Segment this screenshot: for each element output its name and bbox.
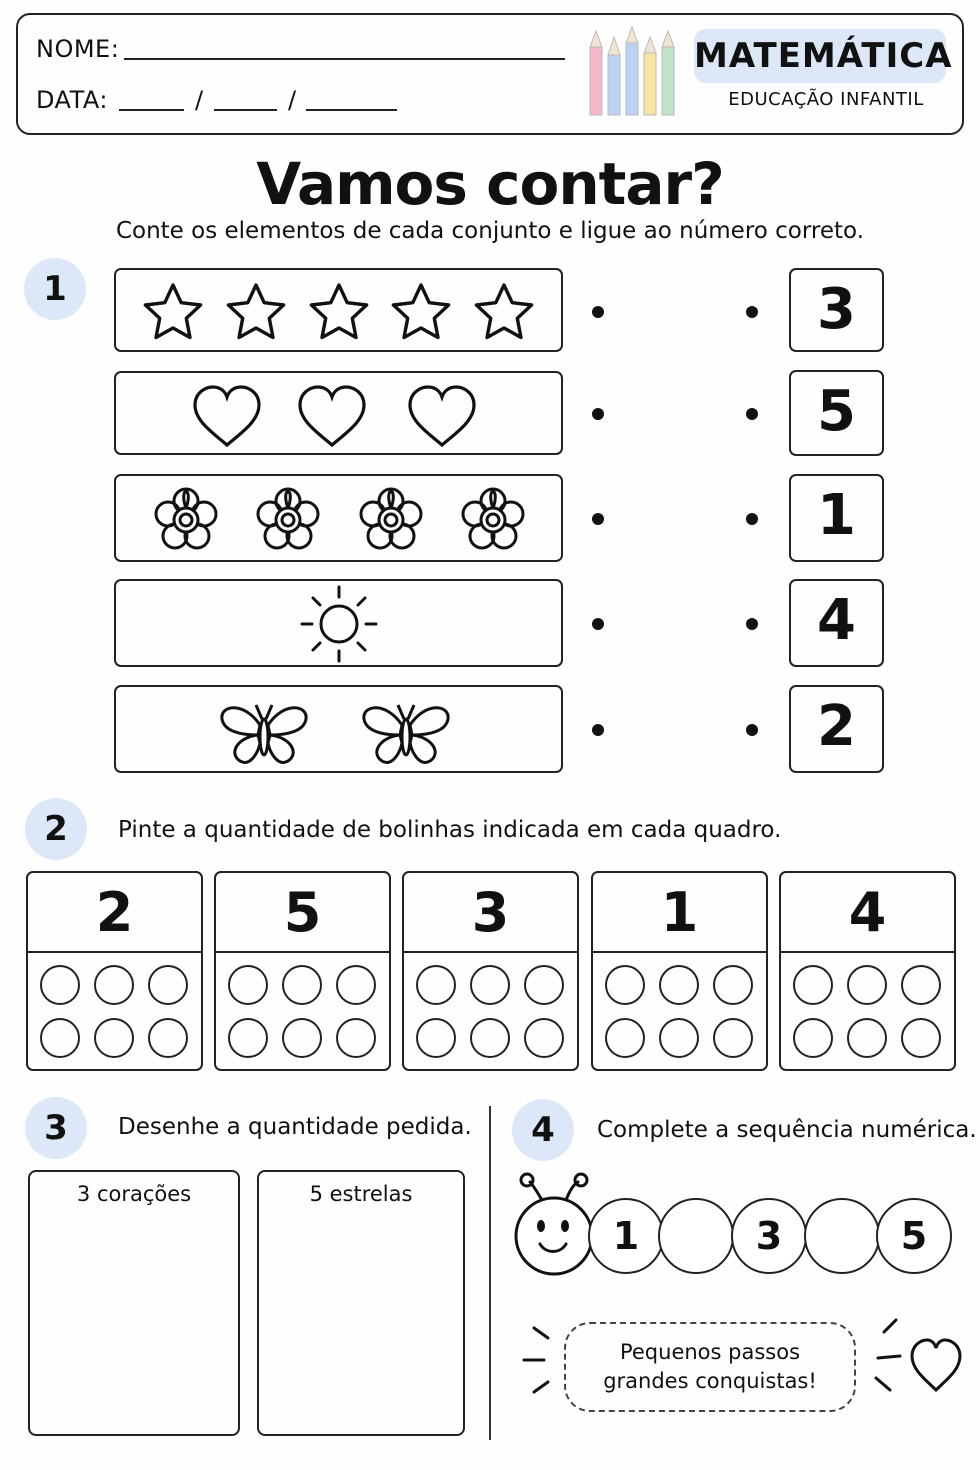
paint-circle[interactable] bbox=[94, 965, 134, 1005]
sun-icon bbox=[302, 587, 376, 661]
set-stars-box bbox=[114, 268, 563, 352]
exercise-3-number: 3 bbox=[25, 1097, 87, 1159]
paint-circle[interactable] bbox=[793, 965, 833, 1005]
page-title: Vamos contar? bbox=[256, 150, 724, 218]
set-flowers-box bbox=[114, 474, 563, 562]
paint-circle[interactable] bbox=[228, 1018, 268, 1058]
card-number: 2 bbox=[28, 873, 201, 953]
butterflies-set bbox=[116, 687, 561, 771]
match-number-box: 2 bbox=[789, 685, 884, 773]
sequence-segment: 5 bbox=[876, 1198, 952, 1274]
exercise-1-number: 1 bbox=[24, 258, 86, 320]
paint-circle[interactable] bbox=[148, 1018, 188, 1058]
match-number-box: 4 bbox=[789, 579, 884, 667]
paint-circle[interactable] bbox=[94, 1018, 134, 1058]
sparkle-lines-left-icon bbox=[518, 1320, 562, 1400]
set-hearts-box bbox=[114, 371, 563, 455]
stars-set bbox=[116, 270, 561, 350]
motto-line-2: grandes conquistas! bbox=[603, 1369, 817, 1393]
paint-circle[interactable] bbox=[470, 1018, 510, 1058]
flower-icon bbox=[156, 489, 216, 548]
heart-icon bbox=[410, 387, 474, 445]
paint-circle[interactable] bbox=[524, 1018, 564, 1058]
left-connector-dot[interactable] bbox=[592, 513, 604, 525]
paint-circle[interactable] bbox=[40, 965, 80, 1005]
left-connector-dot[interactable] bbox=[592, 618, 604, 630]
date-separator: / bbox=[195, 86, 204, 114]
name-label: NOME: bbox=[36, 35, 120, 63]
sun-set bbox=[116, 581, 561, 665]
paint-circle[interactable] bbox=[336, 1018, 376, 1058]
paint-circle[interactable] bbox=[605, 1018, 645, 1058]
set-butterflies-box bbox=[114, 685, 563, 773]
exercise-4-number: 4 bbox=[512, 1099, 574, 1161]
card-number: 1 bbox=[593, 873, 766, 953]
exercise-4-instruction: Complete a sequência numérica. bbox=[597, 1117, 977, 1143]
paint-card bbox=[591, 871, 768, 1071]
star-icon bbox=[311, 285, 366, 338]
exercise-2-number: 2 bbox=[25, 798, 87, 860]
paint-circle[interactable] bbox=[524, 965, 564, 1005]
section-divider bbox=[489, 1106, 491, 1440]
paint-circle[interactable] bbox=[847, 1018, 887, 1058]
paint-circle[interactable] bbox=[416, 965, 456, 1005]
right-connector-dot[interactable] bbox=[746, 306, 758, 318]
sequence-segment: 1 bbox=[588, 1198, 664, 1274]
sparkle-lines-right-icon bbox=[866, 1316, 910, 1396]
paint-circle[interactable] bbox=[148, 965, 188, 1005]
paint-card bbox=[214, 871, 391, 1071]
paint-circle[interactable] bbox=[228, 965, 268, 1005]
sequence-blank-segment[interactable] bbox=[804, 1198, 880, 1274]
flowers-set bbox=[116, 476, 561, 560]
paint-card bbox=[402, 871, 579, 1071]
motto-bubble bbox=[564, 1322, 856, 1412]
subject-badge: MATEMÁTICA bbox=[694, 29, 946, 83]
date-year-field[interactable] bbox=[306, 109, 397, 111]
match-number-box: 3 bbox=[789, 268, 884, 352]
star-icon bbox=[228, 285, 283, 338]
right-connector-dot[interactable] bbox=[746, 724, 758, 736]
star-icon bbox=[145, 285, 200, 338]
sequence-segment: 3 bbox=[731, 1198, 807, 1274]
card-number: 4 bbox=[781, 873, 954, 953]
paint-circle[interactable] bbox=[659, 1018, 699, 1058]
paint-circle[interactable] bbox=[901, 965, 941, 1005]
date-day-field[interactable] bbox=[119, 109, 184, 111]
match-number-box: 1 bbox=[789, 474, 884, 562]
set-sun-box bbox=[114, 579, 563, 667]
paint-circle[interactable] bbox=[470, 965, 510, 1005]
card-number: 5 bbox=[216, 873, 389, 953]
butterfly-icon bbox=[364, 705, 448, 762]
colored-pencils-icon bbox=[586, 25, 686, 119]
heart-doodle-icon bbox=[908, 1336, 964, 1396]
paint-circle[interactable] bbox=[40, 1018, 80, 1058]
flower-icon bbox=[258, 489, 318, 548]
page-instruction: Conte os elementos de cada conjunto e ligue ao número correto. bbox=[115, 218, 865, 244]
paint-card bbox=[779, 871, 956, 1071]
match-number-box: 5 bbox=[789, 370, 884, 456]
date-label: DATA: bbox=[36, 86, 108, 114]
heart-icon bbox=[300, 387, 364, 445]
paint-card bbox=[26, 871, 203, 1071]
right-connector-dot[interactable] bbox=[746, 408, 758, 420]
paint-circle[interactable] bbox=[793, 1018, 833, 1058]
flower-icon bbox=[361, 489, 421, 548]
star-icon bbox=[393, 285, 448, 338]
date-month-field[interactable] bbox=[214, 109, 277, 111]
butterfly-icon bbox=[222, 705, 306, 762]
exercise-3-instruction: Desenhe a quantidade pedida. bbox=[118, 1114, 472, 1140]
right-connector-dot[interactable] bbox=[746, 513, 758, 525]
left-connector-dot[interactable] bbox=[592, 306, 604, 318]
paint-circle[interactable] bbox=[416, 1018, 456, 1058]
star-icon bbox=[476, 285, 531, 338]
left-connector-dot[interactable] bbox=[592, 408, 604, 420]
sequence-blank-segment[interactable] bbox=[658, 1198, 734, 1274]
paint-circle[interactable] bbox=[659, 965, 699, 1005]
draw-box-hearts[interactable] bbox=[28, 1170, 240, 1436]
heart-icon bbox=[195, 387, 259, 445]
paint-circle[interactable] bbox=[336, 965, 376, 1005]
draw-box-label: 5 estrelas bbox=[309, 1182, 413, 1206]
date-separator: / bbox=[288, 86, 297, 114]
draw-box-label: 3 corações bbox=[76, 1182, 192, 1206]
paint-circle[interactable] bbox=[605, 965, 645, 1005]
paint-circle[interactable] bbox=[282, 1018, 322, 1058]
motto-line-1: Pequenos passos bbox=[619, 1340, 801, 1364]
paint-circle[interactable] bbox=[713, 1018, 753, 1058]
exercise-2-instruction: Pinte a quantidade de bolinhas indicada em cada quadro. bbox=[118, 817, 782, 843]
card-number: 3 bbox=[404, 873, 577, 953]
name-field[interactable] bbox=[124, 58, 565, 60]
draw-box-stars[interactable] bbox=[257, 1170, 465, 1436]
left-connector-dot[interactable] bbox=[592, 724, 604, 736]
hearts-set bbox=[116, 373, 561, 453]
paint-circle[interactable] bbox=[713, 965, 753, 1005]
paint-circle[interactable] bbox=[282, 965, 322, 1005]
right-connector-dot[interactable] bbox=[746, 618, 758, 630]
level-label: EDUCAÇÃO INFANTIL bbox=[728, 89, 924, 110]
paint-circle[interactable] bbox=[847, 965, 887, 1005]
flower-icon bbox=[463, 489, 523, 548]
paint-circle[interactable] bbox=[901, 1018, 941, 1058]
